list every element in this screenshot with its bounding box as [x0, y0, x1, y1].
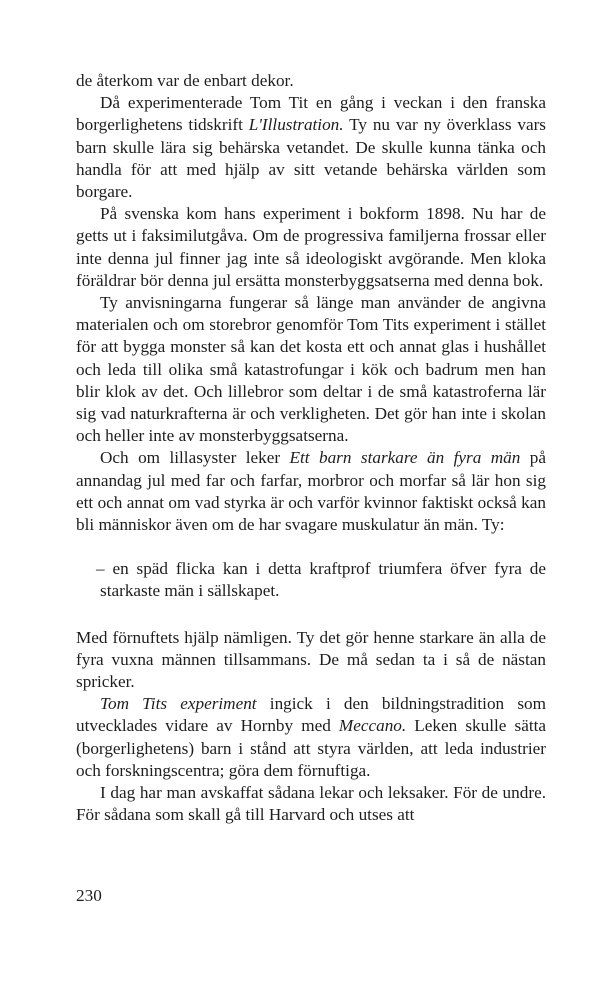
text-run: I dag har man avskaffat sådana lekar och leksaker. För de undre. För sådana som skall gå till Harvard och utses att [76, 783, 546, 825]
paragraph [76, 627, 546, 694]
text-run: På svenska kom hans experiment i bokform 1898. Nu har de getts ut i faksimilutgåva. Om de progressiva familjerna frossar eller inte denna jul finner jag inte så ideologiskt avgörande. Men kloka föräldrar bör denna jul ersätta monsterbyggsatserna med denna bok. [76, 204, 546, 290]
paragraph [76, 693, 546, 782]
text-run: Då experimenterade Tom Tit en gång i veckan i den franska borgerlighetens tidskrift [76, 93, 546, 135]
text-run: de återkom var de enbart dekor. [76, 71, 294, 90]
book-page-text [76, 70, 546, 827]
paragraph [76, 92, 546, 203]
paragraph [76, 203, 546, 292]
block-quote [76, 558, 546, 602]
text-run: Ty nu var ny överklass vars barn skulle lära sig behärska vetandet. De skulle kunna tänka och handla för att med hjälp av sitt vetande behärska världen som borgare. [76, 115, 546, 202]
italic-title: Tom Tits experiment [100, 694, 257, 714]
italic-title: Ett barn starkare än fyra män [289, 448, 521, 468]
text-run: Leken skulle sätta (borgerlighetens) barn i stånd att styra världen, att leda industrier och forskningscentra; göra dem förnuftiga. [76, 716, 546, 780]
paragraph [76, 782, 546, 826]
italic-title: L'Illustration. [248, 115, 344, 135]
paragraph [76, 70, 546, 92]
paragraph [76, 292, 546, 447]
text-run: Ty anvisningarna fungerar så länge man använder de angivna materialen och om storebror genomför Tom Tits experiment i stället för att bygga monster så kan det kosta ett och annat glas i hushållet och leda till olika små katastrofungar i kök och badrum men han blir klok av det. Och lillebror som deltar i de små katastroferna lär sig vad naturkrafterna är och verkligheten. Det gör han inte i skolan och heller inte av monsterbyggsatserna. [76, 293, 546, 446]
text-run: ingick i den bildningstradition som utvecklades vidare av Hornby med [76, 694, 546, 736]
paragraph [76, 447, 546, 536]
text-run: Med förnuftets hjälp nämligen. Ty det gör henne starkare än alla de fyra vuxna männen tillsammans. De må sedan ta i så de nästan spricker. [76, 627, 546, 692]
quote-text: – en späd flicka kan i detta kraftprof triumfera öfver fyra de starkaste män i sällskapet. [96, 559, 546, 601]
italic-title: Meccano. [338, 716, 407, 736]
text-run: Och om lillasyster leker [100, 448, 290, 468]
text-run: på annandag jul med far och farfar, morbror och morfar så lär hon sig ett och annat om vad styrka är och varför kvinnor faktiskt också kan bli människor även om de har svagare muskulatur än män. Ty: [76, 448, 546, 535]
page-number: 230 [76, 886, 102, 905]
